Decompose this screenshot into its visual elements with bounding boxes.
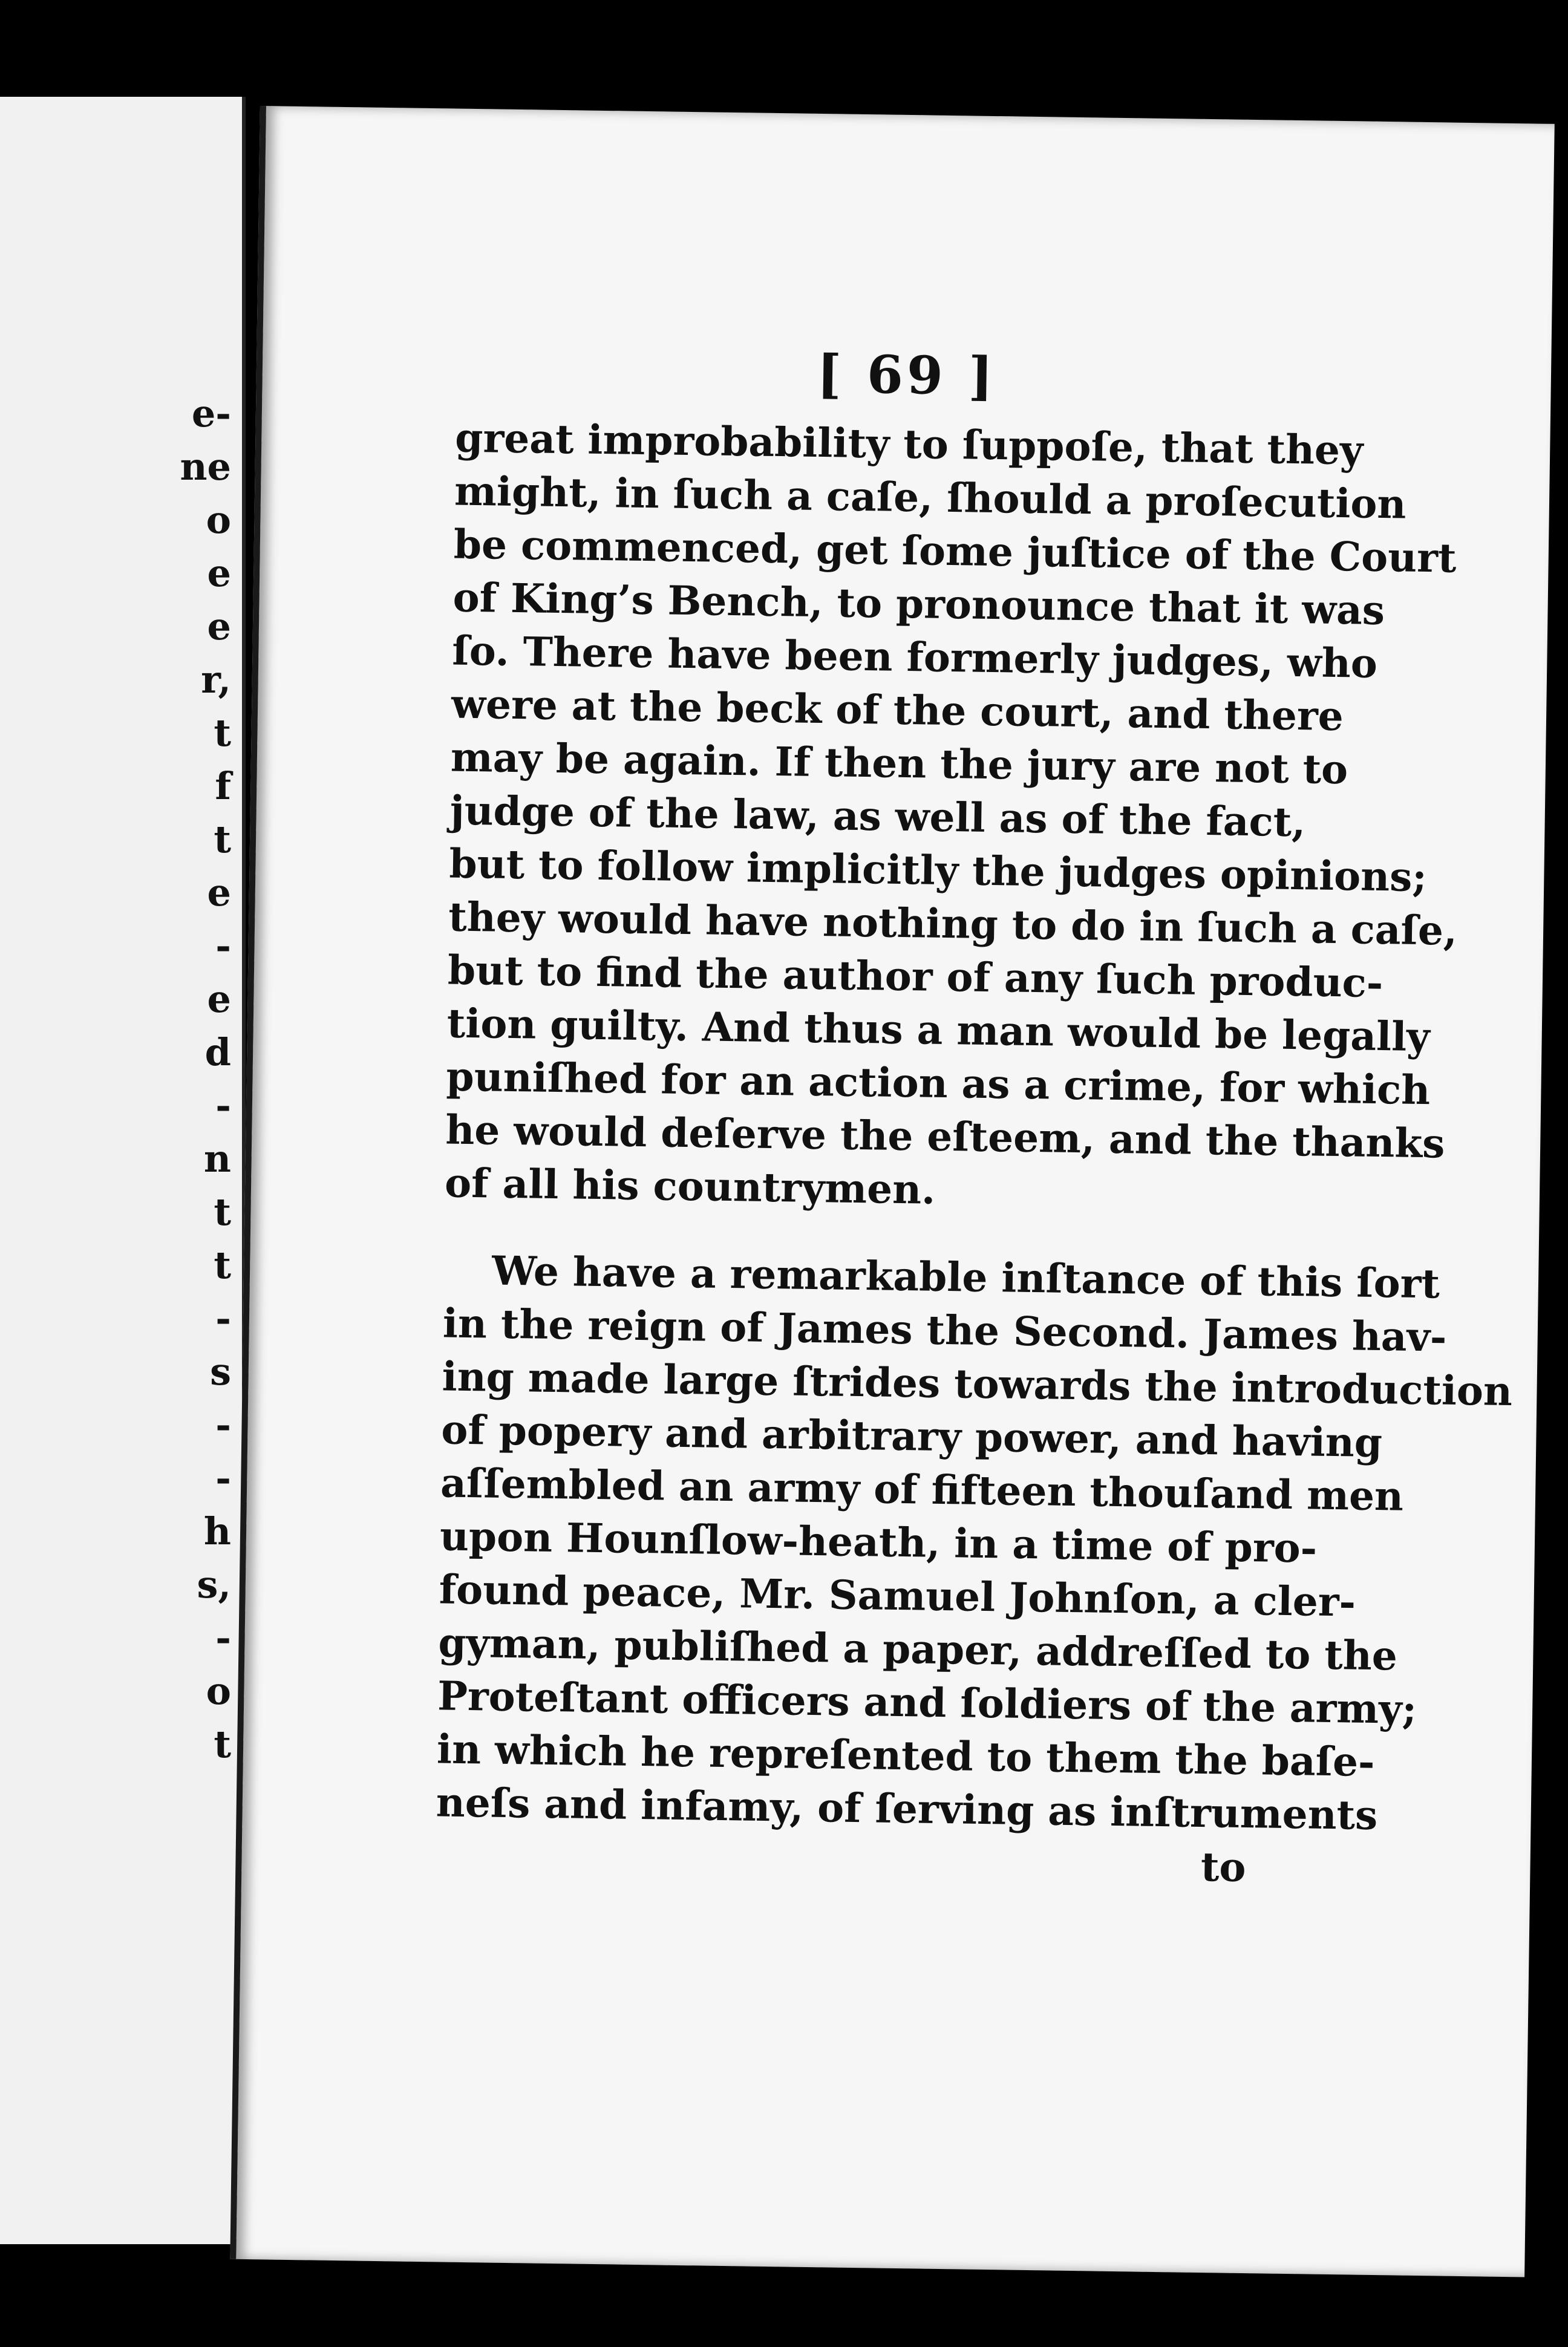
left-page-fragment: e — [207, 977, 231, 1021]
text-line: great improbability to ſuppoſe, that they — [454, 414, 1364, 474]
text-line: of popery and arbitrary power, and having — [440, 1406, 1383, 1467]
text-line: of all his countrymen. — [444, 1159, 936, 1213]
left-page-fragment: o — [206, 498, 231, 542]
left-page-fragment: h — [203, 1509, 231, 1553]
left-page-edge-text — [177, 387, 231, 1771]
text-line: of King’s Bench, to pronounce that it was — [452, 573, 1385, 635]
text-line: tion guilty. And thus a man would be legally — [446, 999, 1431, 1061]
paragraph-1 — [444, 411, 1458, 1221]
text-line: be commenced, get ſome juſtice of the Court — [453, 520, 1457, 582]
text-line: were at the beck of the court, and there — [451, 680, 1344, 740]
text-line: might, in ſuch a caſe, ſhould a proſecution — [454, 467, 1407, 528]
text-line: but to follow implicitly the judges opinions; — [448, 840, 1428, 901]
left-page-fragment: t — [214, 1243, 231, 1287]
catchword: to — [1200, 1843, 1247, 1892]
text-line: may be again. If then the jury are not to — [450, 733, 1348, 794]
left-page-fragment: ne — [180, 445, 231, 489]
left-page-fragment: e- — [191, 391, 231, 436]
text-line: but to find the author of any ſuch produc- — [447, 946, 1383, 1007]
left-page-fragment: t — [214, 1722, 231, 1766]
left-page-fragment: t — [214, 817, 231, 861]
left-page-fragment: t — [214, 711, 231, 755]
left-page-fragment: - — [215, 1083, 231, 1128]
left-page-fragment: - — [215, 924, 231, 968]
text-line: in the reign of James the Second. James hav- — [442, 1299, 1447, 1361]
text-line: he would deſerve the eſteem, and the thanks — [445, 1106, 1445, 1167]
left-page-fragment: n — [203, 1137, 231, 1181]
page-body — [436, 411, 1513, 1840]
left-page-fragment: - — [215, 1403, 231, 1447]
text-line: neſs and infamy, of ſerving as inſtruments — [436, 1778, 1378, 1839]
text-line: gyman, publiſhed a paper, addreſſed to the — [438, 1619, 1398, 1680]
text-line: they would have nothing to do in ſuch a caſe, — [448, 893, 1458, 955]
text-line: aſſembled an army of fifteen thouſand men — [440, 1459, 1404, 1520]
left-page-fragment: r, — [201, 658, 231, 702]
text-line: We have a remarkable inſtance of this ſort — [491, 1247, 1440, 1308]
text-line: found peace, Mr. Samuel Johnſon, a cler- — [439, 1565, 1356, 1626]
left-page-fragment: - — [215, 1296, 231, 1340]
text-line: Proteſtant officers and ſoldiers of the army; — [437, 1672, 1417, 1733]
book-page — [230, 106, 1554, 2277]
left-page-fragment: e — [207, 870, 231, 915]
left-page-fragment: - — [215, 1616, 231, 1660]
left-page-fragment: o — [206, 1669, 231, 1713]
left-page-fragment: e — [207, 551, 231, 595]
left-page — [0, 97, 246, 2244]
left-page-fragment: e — [207, 604, 231, 648]
paragraph-2 — [436, 1243, 1513, 1839]
text-line: in which he repreſented to them the baſe- — [436, 1725, 1376, 1786]
left-page-fragment: d — [204, 1030, 231, 1074]
left-page-fragment: - — [215, 1456, 231, 1500]
text-line: upon Hounſlow-heath, in a time of pro- — [439, 1512, 1318, 1572]
left-page-fragment: s, — [197, 1562, 231, 1607]
text-line: ing made large ſtrides towards the introduction — [442, 1353, 1513, 1415]
left-page-fragment: f — [215, 764, 231, 808]
left-page-fragment: t — [214, 1190, 231, 1234]
left-page-fragment: s — [210, 1350, 231, 1394]
text-line: ſo. There have been formerly judges, who — [451, 627, 1378, 687]
page-number-header: [ 69 ] — [816, 343, 998, 408]
text-line: judge of the law, as well as of the fact, — [449, 786, 1306, 846]
text-line: puniſhed for an action as a crime, for which — [446, 1053, 1431, 1114]
